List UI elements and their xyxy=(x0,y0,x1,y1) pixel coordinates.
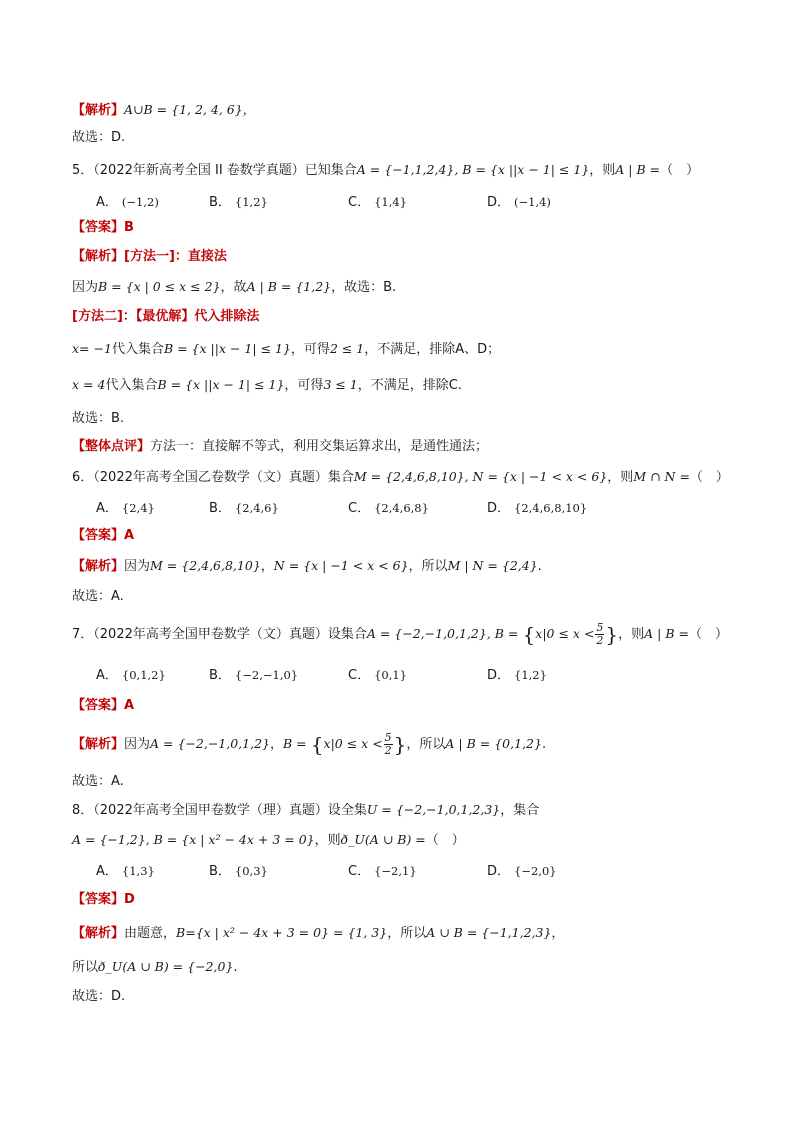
option-c: C． {2,4,6,8} xyxy=(348,501,429,516)
answer-label: 【答案】D xyxy=(72,892,135,907)
stem-text: （ ） xyxy=(689,627,729,642)
math-expression: x|0 ≤ x < xyxy=(535,626,595,641)
stem-text: ，则 xyxy=(314,833,341,848)
review-line xyxy=(72,437,488,457)
right-brace: } xyxy=(393,732,407,757)
math-expression: ð_U(A ∪ B) = xyxy=(340,832,426,847)
solution-text: ，不满足，排除A、D； xyxy=(364,342,501,357)
solution-text: 因为 xyxy=(124,559,151,574)
option-d: D． {−2,0} xyxy=(487,864,557,879)
solution-line-2 xyxy=(72,957,238,978)
option-b: B． {1,2} xyxy=(209,195,268,210)
solution-line xyxy=(72,732,546,757)
option-a: A． (−1,2) xyxy=(96,195,159,210)
solution-text: . xyxy=(537,559,542,574)
fraction: $\frac{5}{2}$ xyxy=(596,621,604,647)
math-expression: A∪B = {1, 2, 4, 6}， xyxy=(124,102,256,117)
stem-text: 7．（2022年高考全国甲卷数学（文）真题）设集合 xyxy=(72,627,367,642)
left-brace: { xyxy=(522,622,536,647)
analysis-tag: 【解析】 xyxy=(72,737,125,752)
solution-text: ，故选：B. xyxy=(331,280,397,295)
right-brace: } xyxy=(605,622,619,647)
math-expression: 2 ≤ 1 xyxy=(329,341,365,356)
math-expression: A = {−1,2}, B = {x | x² − 4x + 3 = 0} xyxy=(72,832,315,847)
stem-text: 8．（2022年高考全国甲卷数学（理）真题）设全集 xyxy=(72,803,367,818)
analysis-tag: 【解析】 xyxy=(72,103,125,118)
answer-label: 【答案】A xyxy=(72,698,135,713)
solution-text: . xyxy=(541,737,547,752)
math-expression: 3 ≤ 1 xyxy=(323,377,358,392)
solution-text: 由题意， xyxy=(124,926,177,941)
math-expression: M = {2,4,6,8,10} xyxy=(150,558,261,573)
solution-line xyxy=(72,923,564,944)
math-expression: ð_U(A ∪ B) = {−2,0} xyxy=(98,959,234,974)
solution-text: 所以 xyxy=(72,960,99,975)
selection-line: 故选：A. xyxy=(72,589,124,604)
analysis-tag: 【解析】 xyxy=(72,559,125,574)
math-expression: B={x | x² − 4x + 3 = 0} = {1, 3} xyxy=(176,925,388,940)
method-1-heading xyxy=(72,247,227,267)
method-2-line-1 xyxy=(72,339,500,360)
method-title: [方法二]：【最优解】代入排除法 xyxy=(72,309,260,324)
option-b: B． {2,4,6} xyxy=(209,501,279,516)
solution-text: 代入集合 xyxy=(105,378,158,393)
solution-text: ，不满足，排除C. xyxy=(357,378,462,393)
math-expression: M = {2,4,6,8,10}, N = {x | −1 < x < 6} xyxy=(353,469,608,484)
math-expression: B = {x ||x − 1| ≤ 1} xyxy=(163,341,291,356)
option-d: D． {2,4,6,8,10} xyxy=(487,501,588,516)
math-expression: x= −1 xyxy=(72,341,112,356)
option-c: C． {0,1} xyxy=(348,668,408,683)
method-title: [方法一]：直接法 xyxy=(124,249,227,264)
math-expression: B = xyxy=(283,736,307,751)
answer-label: 【答案】A xyxy=(72,528,135,543)
math-expression: A | B = {1,2} xyxy=(246,279,332,294)
solution-text: ，可得 xyxy=(290,342,330,357)
answer-line xyxy=(72,696,134,716)
option-b: B． {0,3} xyxy=(209,864,268,879)
stem-text: ，则 xyxy=(607,470,634,485)
math-expression: M ∩ N = xyxy=(633,469,690,484)
review-text: 方法一：直接解不等式，利用交集运算求出，是通性通法； xyxy=(150,439,489,454)
option-c: C． {1,4} xyxy=(348,195,408,210)
solution-text: ， xyxy=(260,559,274,574)
solution-text: ，所以 xyxy=(406,737,446,752)
solution-text: ，故 xyxy=(220,280,247,295)
answer-line xyxy=(72,890,135,910)
method-1-text xyxy=(72,277,396,298)
method-2-heading xyxy=(72,307,259,327)
solution-text: ，所以 xyxy=(408,559,448,574)
answer-label: 【答案】B xyxy=(72,220,134,235)
stem-text: （ ） xyxy=(689,470,729,485)
solution-line xyxy=(72,100,255,121)
option-a: A． {1,3} xyxy=(96,864,155,879)
stem-text: 6．（2022年高考全国乙卷数学（文）真题）集合 xyxy=(72,470,354,485)
answer-line xyxy=(72,218,134,238)
solution-line xyxy=(72,556,542,577)
math-expression: A | B = {0,1,2} xyxy=(445,736,542,751)
solution-text: . xyxy=(233,960,238,975)
question-6-stem xyxy=(72,467,729,488)
left-brace: { xyxy=(310,732,324,757)
stem-text: （ ） xyxy=(425,833,465,848)
selection-line: 故选：B. xyxy=(72,411,125,426)
method-2-line-2 xyxy=(72,375,462,396)
analysis-tag: 【解析】 xyxy=(72,249,125,264)
stem-text: （ ） xyxy=(660,163,700,178)
question-7-stem xyxy=(72,622,728,647)
math-expression: B = {x | 0 ≤ x ≤ 2} xyxy=(98,279,221,294)
solution-text: ， xyxy=(551,926,565,941)
option-a: A． {2,4} xyxy=(96,501,155,516)
stem-text: ，则 xyxy=(618,627,645,642)
math-expression: x|0 ≤ x < xyxy=(323,736,383,751)
solution-text: ， xyxy=(270,737,284,752)
option-d: D． {1,2} xyxy=(487,668,547,683)
selection-line: 故选：A. xyxy=(72,774,124,789)
math-expression: U = {−2,−1,0,1,2,3} xyxy=(366,802,501,817)
solution-text: 代入集合 xyxy=(111,342,164,357)
math-expression: A | B = xyxy=(644,626,689,641)
selection-line: 故选：D. xyxy=(72,989,126,1004)
fraction: $\frac{5}{2}$ xyxy=(384,731,392,757)
math-expression: x = 4 xyxy=(72,377,106,392)
answer-line xyxy=(72,526,134,546)
math-expression: A = {−2,−1,0,1,2} xyxy=(150,736,270,751)
analysis-tag: 【解析】 xyxy=(72,926,125,941)
math-expression: B = {x ||x − 1| ≤ 1} xyxy=(157,377,285,392)
math-expression: A ∪ B = {−1,1,2,3} xyxy=(426,925,552,940)
question-5-stem xyxy=(72,160,699,181)
math-expression: N = {x | −1 < x < 6} xyxy=(273,558,409,573)
math-expression: M | N = {2,4} xyxy=(447,558,538,573)
question-8-stem xyxy=(72,800,539,821)
question-8-stem-line-2 xyxy=(72,830,465,851)
option-a: A． {0,1,2} xyxy=(96,668,166,683)
math-expression: A = {−1,1,2,4}, B = {x ||x − 1| ≤ 1} xyxy=(356,162,590,177)
selection-line: 故选：D. xyxy=(72,130,126,145)
option-c: C． {−2,1} xyxy=(348,864,417,879)
option-d: D． (−1,4) xyxy=(487,195,551,210)
solution-text: 因为 xyxy=(72,280,99,295)
math-expression: A = {−2,−1,0,1,2}, B = xyxy=(366,626,519,641)
stem-text: ，则 xyxy=(589,163,616,178)
solution-text: 因为 xyxy=(124,737,151,752)
math-expression: A | B = xyxy=(615,162,661,177)
solution-text: ，所以 xyxy=(387,926,427,941)
option-b: B． {−2,−1,0} xyxy=(209,668,299,683)
solution-text: ，可得 xyxy=(284,378,324,393)
review-tag: 【整体点评】 xyxy=(72,439,151,454)
stem-text: 5．（2022年新高考全国 II 卷数学真题）已知集合 xyxy=(72,163,357,178)
stem-text: ，集合 xyxy=(500,803,540,818)
